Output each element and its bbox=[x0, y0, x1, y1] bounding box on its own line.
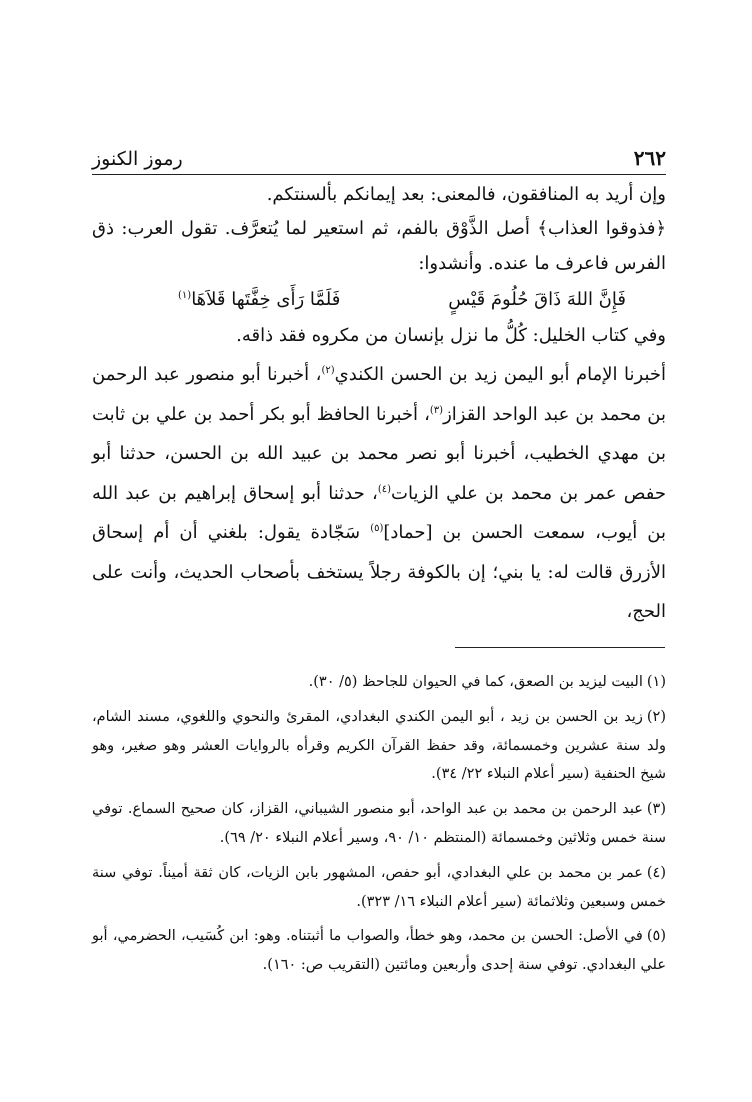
footnote-marker: (١) bbox=[178, 290, 192, 301]
page-number: ٢٦٢ bbox=[633, 146, 666, 170]
paragraph: ﴿فذوقوا العذاب﴾ أصل الذَّوْق بالفم، ثم استعير لما يُتعرَّف. تقول العرب: ذق الفرس فاعرف ما عنده. وأنشدوا: bbox=[92, 218, 666, 274]
verse-second-hemistich: فَلَمَّا رَأَى خِفَّتَها قَلاَهَا bbox=[191, 289, 341, 310]
footnote-text: البيت ليزيد بن الصعق، كما في الحيوان للجاحظ (٥/ ٣٠). bbox=[308, 674, 643, 690]
footnote-marker: (٥) bbox=[370, 523, 384, 534]
poetry-verse bbox=[92, 281, 666, 319]
footnote-marker: (٣) bbox=[429, 404, 444, 416]
isnad-text: ، حدثنا أبو إسحاق إبراهيم بن عبد الله بن أيوب، سمعت الحسن بن [حماد] bbox=[92, 482, 667, 543]
book-title: رموز الكنوز bbox=[92, 148, 183, 170]
paragraph: وفي كتاب الخليل: كُلُّ ما نزل بإنسان من مكروه فقد ذاقه. bbox=[236, 325, 666, 346]
header-rule bbox=[92, 174, 666, 175]
footnote-text: عمر بن محمد بن علي البغدادي، أبو حفص، المشهور بابن الزيات، كان ثقة أميناً. توفي سنة خمس وسبعين وثلاثمائة (سير أعلام النبلاء ١٦/ ٣٢٣). bbox=[92, 864, 666, 910]
footnote bbox=[92, 668, 666, 697]
footnote-number: (٢) bbox=[646, 708, 666, 725]
isnad-text: أخبرنا الإمام أبو اليمن زيد بن الحسن الكندي bbox=[334, 364, 667, 385]
footnote-number: (٤) bbox=[646, 864, 666, 881]
isnad-text: سَجّادة يقول: بلغني أن أم إسحاق الأزرق قالت له: يا بني؛ إن بالكوفة رجلاً يستخف بأصحاب الحديث، وأنت على الحج، bbox=[92, 522, 666, 622]
footnote-text: عبد الرحمن بن محمد بن عبد الواحد، أبو منصور الشيباني، القزاز، كان صحيح السماع. توفي سنة خمس وثلاثين وخمسمائة (المنتظم ١٠/ ٩٠، وسير أعلام النبلاء ٢٠/ ٦٩). bbox=[92, 801, 666, 846]
footnote bbox=[92, 922, 666, 980]
footnotes bbox=[92, 668, 666, 986]
footnote-text: زيد بن الحسن بن زيد ، أبو اليمن الكندي البغدادي، المقرئ والنحوي واللغوي، مسند الشام، ولد سنة عشرين وخمسمائة، وقد حفظ القرآن الكريم وقرأه بالروايات العشر وهو صغير، وهو شيخ الحنفية (سير أعلام النبلاء ٢٢/ ٣٤). bbox=[92, 708, 666, 783]
isnad-text: ، أخبرنا الحافظ أبو بكر أحمد بن علي بن ثابت بن مهدي الخطيب، أخبرنا أبو نصر محمد بن عبيد الله بن الحسن، حدثنا أبو حفص عمر بن محمد بن علي الزيات bbox=[92, 403, 666, 504]
footnote bbox=[92, 795, 666, 853]
footnote-marker: (٢) bbox=[321, 365, 335, 376]
isnad-paragraph bbox=[92, 355, 666, 632]
footnote-text: في الأصل: الحسن بن محمد، وهو خطأ، والصواب ما أثبتناه. وهو: ابن كُسَيب، الحضرمي، أبو علي البغدادي. توفي سنة إحدى وأربعين ومائتين (التقريب ص: ١٦٠). bbox=[92, 928, 666, 974]
footnote-number: (١) bbox=[646, 674, 666, 690]
main-text bbox=[92, 178, 666, 632]
verse-first-hemistich: فَإِنَّ اللهَ ذَاقَ حُلُومَ قَيْسٍ bbox=[448, 289, 626, 310]
footnote-rule bbox=[455, 647, 665, 648]
footnote-number: (٣) bbox=[646, 801, 666, 818]
isnad-text: ، أخبرنا أبو منصور عبد الرحمن بن محمد بن عبد الواحد القزاز bbox=[92, 364, 666, 425]
verse-second-hemistich-wrap bbox=[178, 281, 340, 319]
footnote-marker: (٤) bbox=[377, 483, 392, 495]
footnote-number: (٥) bbox=[646, 928, 666, 945]
running-header bbox=[92, 140, 666, 170]
paragraph: وإن أريد به المنافقون، فالمعنى: بعد إيمانكم بألسنتكم. bbox=[266, 184, 666, 205]
footnote bbox=[92, 859, 666, 917]
footnote bbox=[92, 703, 666, 789]
